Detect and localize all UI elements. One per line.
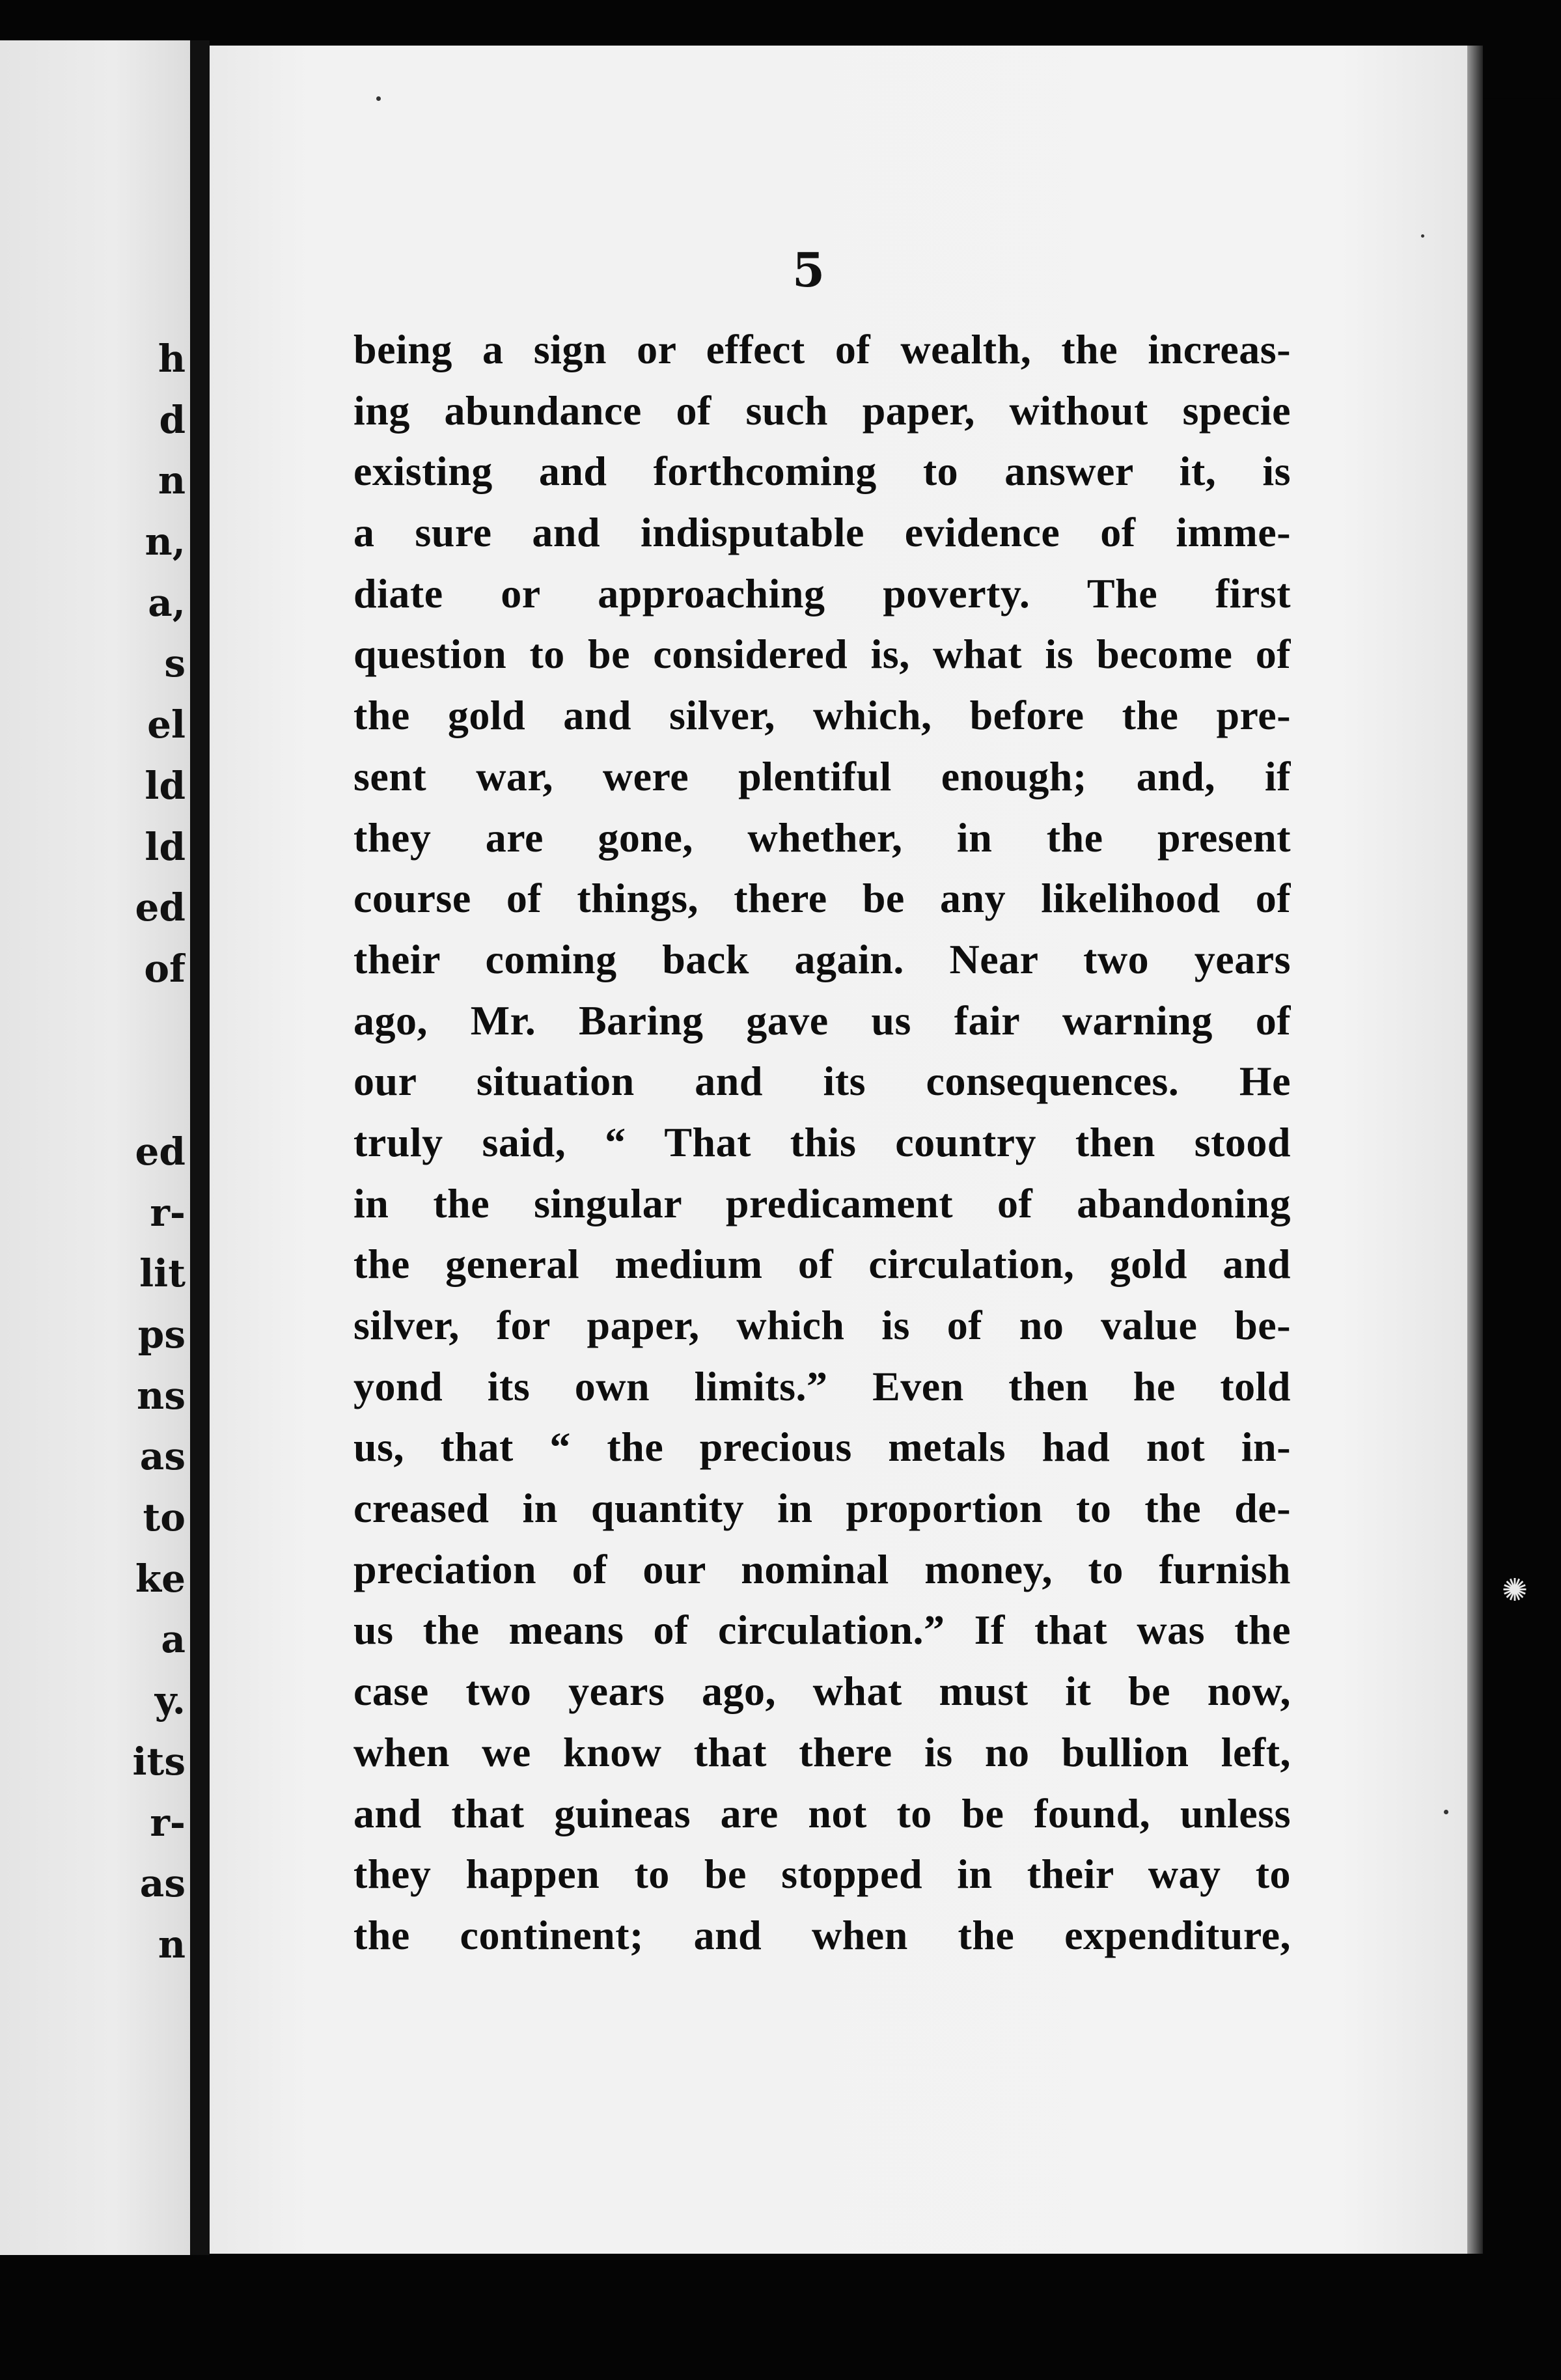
left-fragment: n, [145,519,186,564]
left-fragment: of [144,946,186,991]
left-fragment: y. [154,1678,186,1723]
text-line: our situation and its consequences. He [353,1058,1291,1105]
text-line: when we know that there is no bullion left, [353,1728,1291,1775]
text-line: course of things, there be any likelihood of [353,875,1291,922]
text-line: question to be considered is, what is become of [353,631,1291,678]
text-line: the general medium of circulation, gold and [353,1241,1291,1288]
left-fragment: as [139,1861,186,1906]
text-line: they are gone, whether, in the present [353,814,1291,861]
text-line: a sure and indisputable evidence of imme- [353,509,1291,556]
text-line: silver, for paper, which is of no value be- [353,1302,1291,1348]
text-line: us the means of circulation.” If that was the [353,1607,1291,1654]
text-line: ago, Mr. Baring gave us fair warning of [353,997,1291,1044]
scan-blot: ✺ [1501,1572,1528,1609]
left-fragment: ed [135,885,186,930]
left-fragment: lit [139,1251,186,1296]
text-line: us, that “ the precious metals had not in- [353,1424,1291,1471]
text-line: ing abundance of such paper, without specie [353,387,1291,434]
text-line: sent war, were plentiful enough; and, if [353,753,1291,799]
left-fragment: n [158,1922,186,1967]
text-line: yond its own limits.” Even then he told [353,1363,1291,1409]
left-fragment: a [161,1617,186,1662]
text-line: existing and forthcoming to answer it, is [353,448,1291,495]
text-line: creased in quantity in proportion to the de- [353,1485,1291,1532]
text-line: diate or approaching poverty. The first [353,570,1291,616]
previous-page-text-fragments [0,329,186,1976]
left-fragment: ke [135,1556,186,1601]
text-line: in the singular predicament of abandoning [353,1180,1291,1226]
left-fragment: its [132,1739,186,1784]
left-fragment: to [143,1495,186,1540]
left-fragment [0,1000,186,1061]
left-fragment: a, [148,580,186,625]
left-fragment: d [159,397,186,442]
left-fragment: h [158,337,186,381]
page-edge-shadow [1467,46,1483,2254]
page-gutter [190,40,210,2255]
scan-speck [376,96,381,101]
left-fragment: ld [145,824,186,869]
text-line: truly said, “ That this country then stood [353,1118,1291,1165]
page-number: 5 [792,242,825,298]
text-line: the gold and silver, which, before the pre- [353,692,1291,739]
text-line: being a sign or effect of wealth, the increas- [353,326,1291,372]
left-fragment: r- [150,1190,186,1235]
left-fragment [0,1060,186,1122]
text-line: they happen to be stopped in their way to [353,1851,1291,1898]
text-line: case two years ago, what must it be now, [353,1668,1291,1715]
left-fragment: s [164,641,186,686]
left-fragment: r- [150,1800,186,1845]
left-fragment: ps [137,1312,186,1357]
text-line: the continent; and when the expenditure, [353,1911,1291,1958]
scan-speck [1444,1810,1448,1814]
left-fragment: ld [145,763,186,808]
body-text [353,319,1291,1966]
left-fragment: ns [137,1373,186,1418]
left-fragment: as [139,1434,186,1479]
left-fragment: n [158,458,186,503]
scan-speck [1421,234,1424,238]
left-fragment: el [147,702,186,747]
left-fragment: ed [135,1129,186,1174]
text-line: their coming back again. Near two years [353,935,1291,982]
text-line: and that guineas are not to be found, unless [353,1790,1291,1836]
text-line: preciation of our nominal money, to furnish [353,1545,1291,1592]
